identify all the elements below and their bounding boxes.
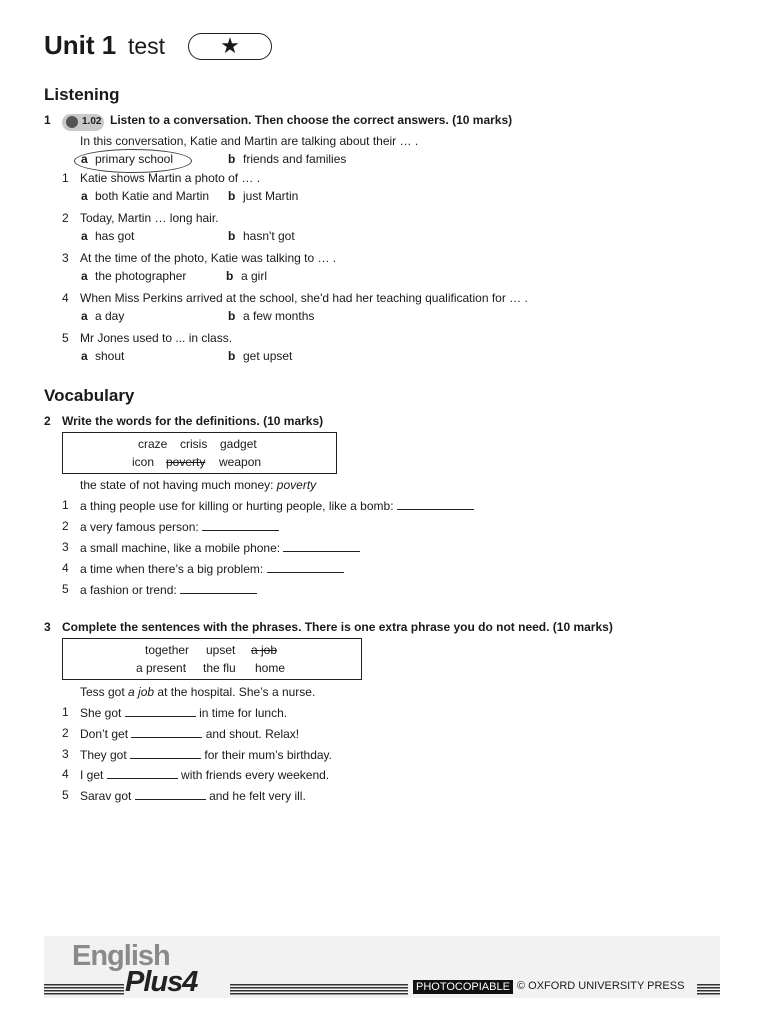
section-heading-listening: Listening: [44, 85, 120, 104]
section-heading-vocabulary: Vocabulary: [44, 386, 135, 405]
item-number: 1: [62, 705, 69, 719]
option-label: a: [81, 309, 88, 323]
question-instruction: Write the words for the definitions. (10 marks): [62, 414, 324, 428]
sentence-item: [80, 726, 299, 741]
option-text: a girl: [241, 269, 268, 283]
footer-stripes-middle: [230, 984, 408, 996]
option-text: shout: [95, 349, 125, 363]
item-number: 5: [62, 331, 69, 345]
question-number: 3: [44, 620, 51, 634]
answer-blank[interactable]: [135, 788, 206, 800]
word: weapon: [219, 455, 262, 469]
sentence-item: [80, 788, 306, 803]
sentence-item: [80, 747, 332, 762]
answer-blank[interactable]: [130, 747, 201, 759]
word: crisis: [180, 437, 208, 451]
question-instruction: Complete the sentences with the phrases. There is one extra phrase you do not need. (10 marks): [62, 620, 613, 634]
definition-item: [80, 498, 474, 513]
sentence-start: Tess got: [80, 685, 125, 699]
option-label: a: [81, 349, 88, 363]
option-text: has got: [95, 229, 135, 243]
example-answer: poverty: [276, 478, 317, 492]
item-number: 3: [62, 251, 69, 265]
phrase-crossed-out: a job: [251, 643, 278, 657]
item-stem: When Miss Perkins arrived at the school, she'd had her teaching qualification for … .: [80, 291, 528, 305]
logo-plus: [125, 966, 197, 999]
photocopiable-label: PHOTOCOPIABLE: [413, 980, 513, 994]
item-number: 2: [62, 726, 69, 740]
word: icon: [132, 455, 155, 469]
option-text: hasn't got: [243, 229, 295, 243]
item-stem: Katie shows Martin a photo of … .: [80, 171, 261, 185]
option-label: b: [228, 189, 236, 203]
definition-text: a time when there’s a big problem:: [80, 562, 264, 576]
option-label: a: [81, 269, 88, 283]
item-stem: Mr Jones used to ... in class.: [80, 331, 233, 345]
definition-item: [80, 519, 279, 534]
logo-english: English: [72, 940, 170, 972]
example-stem: In this conversation, Katie and Martin are talking about their … .: [80, 134, 419, 148]
item-number: 4: [62, 767, 69, 781]
option-label: b: [226, 269, 234, 283]
unit-title: Unit 1: [44, 30, 117, 60]
question-instruction: Listen to a conversation. Then choose the correct answers. (10 marks): [110, 113, 513, 127]
option-text: get upset: [243, 349, 293, 363]
sentence-end: and he felt very ill.: [209, 789, 306, 803]
example-answer: a job: [128, 685, 155, 699]
item-number: 5: [62, 582, 69, 596]
sentence-end: and shout. Relax!: [205, 727, 300, 741]
sentence-start: I get: [80, 768, 104, 782]
answer-blank[interactable]: [107, 767, 178, 779]
option-text: just Martin: [243, 189, 299, 203]
cd-disc-icon: [66, 116, 78, 128]
phrase: together: [145, 643, 190, 657]
option-label: b: [228, 152, 236, 166]
option-text: friends and families: [243, 152, 347, 166]
item-number: 1: [62, 498, 69, 512]
item-stem: At the time of the photo, Katie was talking to … .: [80, 251, 337, 265]
sentence-item: [80, 767, 329, 782]
footer-stripes-left: [44, 984, 124, 996]
option-text: a day: [95, 309, 125, 323]
option-text: the photographer: [95, 269, 187, 283]
audio-cd-icon: [62, 114, 104, 131]
definition-item: [80, 540, 360, 555]
sentence-end: at the hospital. She’s a nurse.: [157, 685, 316, 699]
item-number: 5: [62, 788, 69, 802]
answer-blank[interactable]: [131, 726, 202, 738]
sentence-item: [80, 705, 287, 720]
option-text: both Katie and Martin: [95, 189, 210, 203]
option-label: b: [228, 309, 236, 323]
answer-blank[interactable]: [283, 540, 360, 552]
item-number: 2: [62, 519, 69, 533]
answer-blank[interactable]: [267, 561, 344, 573]
question-number: 1: [44, 113, 51, 127]
phrase: upset: [206, 643, 236, 657]
word-box: [62, 432, 337, 474]
sentence-end: for their mum’s birthday.: [204, 748, 332, 762]
item-number: 3: [62, 540, 69, 554]
phrase: home: [255, 661, 286, 675]
option-label: a: [81, 189, 88, 203]
item-number: 1: [62, 171, 69, 185]
footer-stripes-right: [697, 984, 720, 996]
sentence-start: Don’t get: [80, 727, 129, 741]
answer-blank[interactable]: [202, 519, 279, 531]
word-crossed-out: poverty: [166, 455, 206, 469]
definition-item: [80, 582, 257, 597]
cd-track-number: 1.02: [82, 116, 102, 127]
logo-level: 4: [182, 966, 198, 998]
definition-item: [80, 561, 344, 576]
copyright-text: © OXFORD UNIVERSITY PRESS: [517, 980, 685, 992]
option-label: a: [81, 152, 88, 166]
item-number: 4: [62, 291, 69, 305]
test-label: test: [128, 33, 166, 59]
example-sentence: [80, 685, 315, 699]
item-stem: Today, Martin … long hair.: [80, 211, 219, 225]
sentence-end: with friends every weekend.: [181, 768, 330, 782]
option-text: a few months: [243, 309, 315, 323]
answer-blank[interactable]: [125, 705, 196, 717]
question-number: 2: [44, 414, 51, 428]
option-label: b: [228, 349, 236, 363]
item-number: 3: [62, 747, 69, 761]
phrase: the flu: [203, 661, 236, 675]
sentence-end: in time for lunch.: [199, 706, 288, 720]
difficulty-star-icon: ★: [188, 33, 272, 60]
option-label: a: [81, 229, 88, 243]
item-number: 4: [62, 561, 69, 575]
definition-text: a fashion or trend:: [80, 583, 177, 597]
example-text: the state of not having much money:: [80, 478, 274, 492]
option-label: b: [228, 229, 236, 243]
answer-blank[interactable]: [180, 582, 257, 594]
sentence-start: They got: [80, 748, 127, 762]
example-definition: [80, 478, 316, 492]
logo-plus-text: Plus: [125, 966, 183, 998]
sentence-start: Sarav got: [80, 789, 132, 803]
word: gadget: [220, 437, 257, 451]
sentence-start: She got: [80, 706, 122, 720]
phrase-box: [62, 638, 362, 680]
definition-text: a very famous person:: [80, 520, 199, 534]
phrase: a present: [136, 661, 187, 675]
word: craze: [138, 437, 168, 451]
answer-blank[interactable]: [397, 498, 474, 510]
definition-text: a thing people use for killing or hurting people, like a bomb:: [80, 499, 394, 513]
option-text: primary school: [95, 152, 174, 166]
item-number: 2: [62, 211, 69, 225]
definition-text: a small machine, like a mobile phone:: [80, 541, 281, 555]
